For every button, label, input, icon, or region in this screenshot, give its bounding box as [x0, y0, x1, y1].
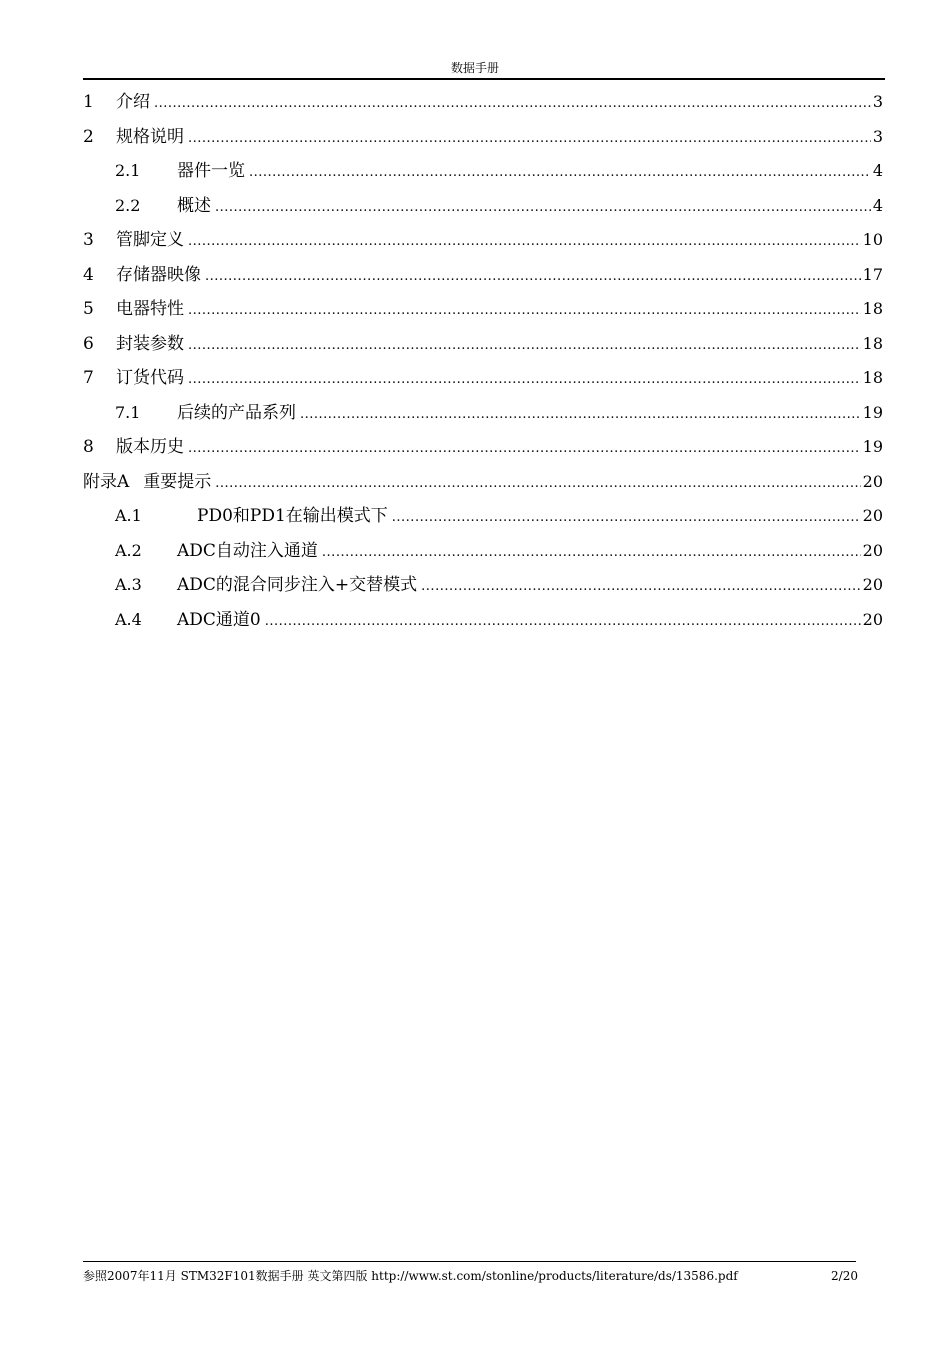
toc-dot-leader	[188, 435, 861, 463]
toc-entry-2-2[interactable]	[83, 192, 883, 227]
toc-entry-number: 3	[83, 230, 94, 250]
toc-entry-title: 重要提示	[143, 471, 212, 492]
toc-entry-title: 概述	[177, 195, 211, 216]
toc-entry-page: 18	[862, 333, 883, 353]
toc-entry-number: 6	[83, 333, 94, 354]
toc-entry-number: 2.1	[115, 161, 141, 180]
toc-entry-title: 器件一览	[177, 161, 245, 181]
footer-divider	[83, 1261, 856, 1262]
toc-dot-leader	[300, 401, 861, 429]
toc-entry-page: 17	[862, 264, 883, 284]
toc-entry-title: 订货代码	[116, 368, 184, 388]
toc-entry-number: A.4	[115, 609, 142, 629]
page-header-title: 数据手册	[450, 61, 499, 75]
toc-entry-7[interactable]	[83, 364, 883, 399]
toc-dot-leader	[188, 332, 861, 360]
toc-entry-a-4[interactable]	[83, 606, 883, 641]
toc-entry-a-1[interactable]	[83, 502, 883, 537]
toc-dot-leader	[392, 504, 861, 532]
toc-entry-number: 附录A	[83, 471, 130, 492]
toc-entry-title: 版本历史	[116, 437, 184, 457]
toc-entry-number: 8	[83, 437, 94, 457]
toc-entry-page: 19	[862, 437, 883, 456]
toc-entry-number: 2.2	[115, 195, 141, 215]
toc-entry-page: 18	[862, 299, 883, 318]
toc-entry-page: 3	[872, 126, 883, 146]
toc-dot-leader	[421, 573, 860, 601]
toc-dot-leader	[322, 539, 861, 567]
toc-entry-appendix-a[interactable]	[83, 468, 883, 503]
toc-entry-number: A.2	[115, 540, 142, 560]
toc-entry-title: 规格说明	[116, 126, 184, 147]
toc-entry-title: ADC通道0	[177, 609, 261, 630]
toc-entry-5[interactable]	[83, 295, 883, 330]
footer-reference: 参照2007年11月 STM32F101数据手册 英文第四版 http://www.st.com/stonline/products/literature/ds/13586.pdf	[83, 1269, 738, 1283]
toc-entry-title: 电器特性	[116, 299, 184, 319]
toc-dot-leader	[188, 366, 861, 394]
toc-entry-page: 18	[862, 368, 883, 387]
toc-dot-leader	[188, 297, 861, 325]
toc-entry-page: 20	[862, 506, 883, 525]
toc-entry-6[interactable]	[83, 330, 883, 365]
toc-dot-leader	[205, 263, 861, 291]
toc-entry-2-1[interactable]	[83, 157, 883, 192]
table-of-contents	[83, 88, 883, 640]
toc-entry-a-2[interactable]	[83, 537, 883, 572]
toc-entry-page: 20	[862, 471, 883, 491]
header-divider	[83, 78, 885, 80]
toc-entry-page: 4	[872, 195, 883, 215]
toc-dot-leader	[249, 159, 871, 187]
toc-entry-title: PD0和PD1在输出模式下	[197, 506, 388, 526]
footer-page-number: 2/20	[831, 1269, 858, 1283]
toc-entry-title: ADC的混合同步注入+交替模式	[177, 575, 418, 595]
toc-entry-a-3[interactable]	[83, 571, 883, 606]
toc-entry-3[interactable]	[83, 226, 883, 261]
toc-dot-leader	[154, 90, 871, 118]
toc-entry-page: 10	[862, 230, 883, 249]
toc-entry-4[interactable]	[83, 261, 883, 296]
toc-entry-page: 19	[862, 402, 883, 422]
toc-entry-page: 3	[872, 92, 883, 111]
toc-entry-title: 介绍	[116, 92, 150, 112]
toc-entry-number: 7	[83, 368, 94, 388]
toc-entry-number: 1	[83, 92, 94, 112]
toc-entry-number: 5	[83, 299, 94, 319]
toc-dot-leader	[215, 194, 871, 222]
toc-entry-number: 7.1	[115, 402, 141, 422]
toc-entry-title: 存储器映像	[116, 264, 201, 285]
toc-entry-title: 封装参数	[116, 333, 184, 354]
toc-entry-page: 20	[862, 575, 883, 594]
toc-entry-page: 20	[862, 609, 883, 629]
toc-entry-title: 后续的产品系列	[177, 402, 296, 423]
toc-entry-1[interactable]	[83, 88, 883, 123]
toc-entry-title: ADC自动注入通道	[177, 540, 318, 561]
toc-entry-number: A.1	[115, 506, 142, 525]
toc-dot-leader	[188, 228, 861, 256]
toc-entry-8[interactable]	[83, 433, 883, 468]
toc-dot-leader	[188, 125, 871, 153]
toc-entry-title: 管脚定义	[116, 230, 184, 250]
toc-dot-leader	[215, 470, 860, 498]
toc-entry-number: 2	[83, 126, 94, 147]
toc-entry-page: 4	[872, 161, 883, 180]
toc-entry-number: 4	[83, 264, 94, 285]
toc-dot-leader	[265, 608, 861, 636]
toc-entry-number: A.3	[115, 575, 142, 594]
toc-entry-page: 20	[862, 540, 883, 560]
toc-entry-7-1[interactable]	[83, 399, 883, 434]
toc-entry-2[interactable]	[83, 123, 883, 158]
